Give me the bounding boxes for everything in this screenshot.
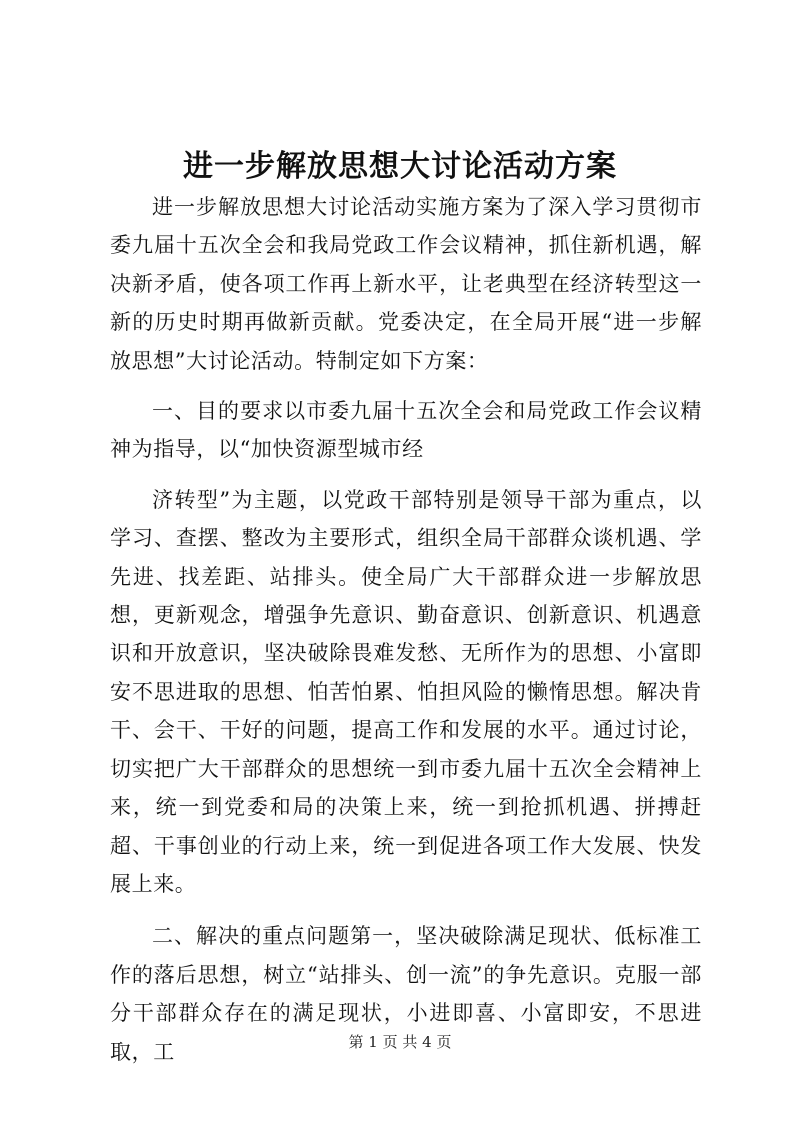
page-number: 第 1 页 共 4 页	[348, 1033, 452, 1051]
document-body	[110, 188, 702, 1071]
paragraph-goals-continued: 济转型”为主题，以党政干部特别是领导干部为重点，以学习、查摆、整改为主要形式，组织全局干部群众谈机遇、学先进、找差距、站排头。使全局广大干部群众进一步解放思想，更新观念，增强争先意识、勤奋意识、创新意识、机遇意识和开放意识，坚决破除畏难发愁、无所作为的思想、小富即安不思进取的思想、怕苦怕累、怕担风险的懒惰思想。解决肯干、会干、干好的问题，提高工作和发展的水平。通过讨论，切实把广大干部群众的思想统一到市委九届十五次全会精神上来，统一到党委和局的决策上来，统一到抢抓机遇、拼搏赶超、干事创业的行动上来，统一到促进各项工作大发展、快发展上来。	[110, 487, 702, 896]
paragraph-key-issues: 二、解决的重点问题第一，坚决破除满足现状、低标准工作的落后思想，树立“站排头、创一流”的争先意识。克服一部分干部群众存在的满足现状，小进即喜、小富即安，不思进取，工	[110, 924, 702, 1064]
document-title: 进一步解放思想大讨论活动方案	[183, 149, 617, 184]
paragraph-goals: 一、目的要求以市委九届十五次全会和局党政工作会议精神为指导，以“加快资源型城市经	[110, 399, 702, 462]
paragraph-intro: 进一步解放思想大讨论活动实施方案为了深入学习贯彻市委九届十五次全会和我局党政工作会议精神，抓住新机遇，解决新矛盾，使各项工作再上新水平，让老典型在经济转型这一新的历史时期再做新贡献。党委决定，在全局开展“进一步解放思想”大讨论活动。特制定如下方案：	[110, 195, 702, 373]
